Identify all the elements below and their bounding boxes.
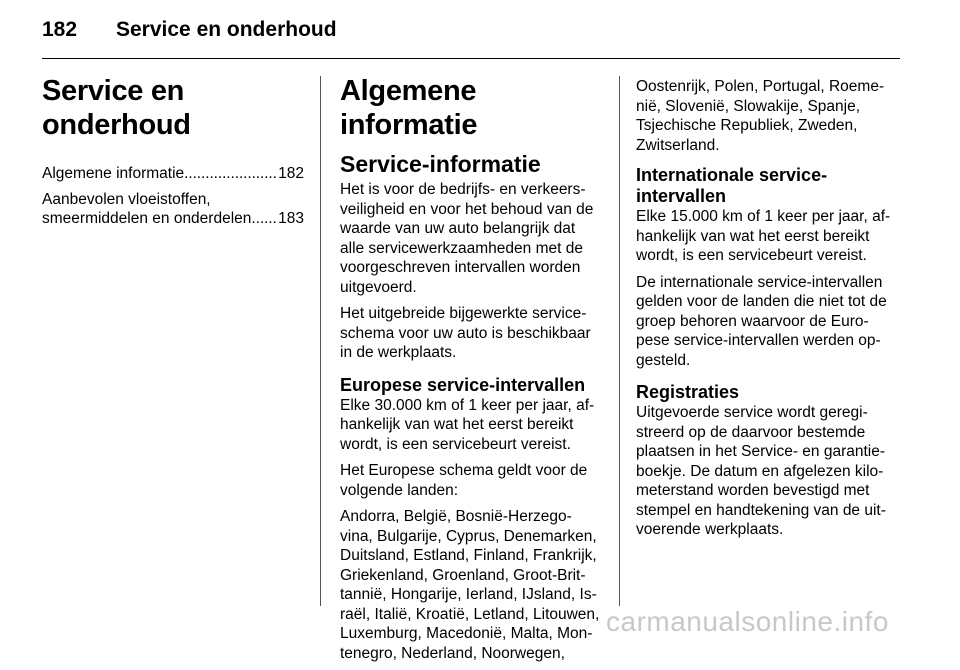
paragraph: Het is voor de bedrijfs- en verkeers- veiligheid en voor het behoud van de waarde van uw auto belangrijk dat alle servicewerkzaamheden met de voorgeschreven intervallen worden uitgevoerd. <box>340 181 594 296</box>
subsection-title-service-info: Service-informatie <box>340 151 541 177</box>
heading-registraties: Registraties <box>636 382 740 402</box>
column-general-info <box>340 74 608 670</box>
paragraph-countries: Andorra, België, Bosnië-Herzego- vina, Bulgarije, Cyprus, Denemarken, Duitsland, Estland, Finland, Frankrijk, Griekenland, Groenland, Groot-Brit- tannië, Hongarije, Ierland, IJsland, Is- raël, Italië, Kroatië, Letland, Litouwen, Luxemburg, Macedonië, Malta, Mon- tenegro, Nederland, Noorwegen, <box>340 508 600 662</box>
paragraph: Elke 15.000 km of 1 keer per jaar, af- hankelijk van wat het eerst bereikt wordt, is een servicebeurt vereist. <box>636 208 891 264</box>
column-divider-2 <box>619 76 620 606</box>
toc-entry-page: 183 <box>278 210 304 227</box>
toc-entry-algemene-informatie[interactable] <box>42 164 304 184</box>
paragraph-countries-cont: Oostenrijk, Polen, Portugal, Roeme- nië, Slovenië, Slowakije, Spanje, Tsjechische Republiek, Zweden, Zwitserland. <box>636 78 885 154</box>
toc-leader-dots <box>184 164 278 184</box>
watermark-text: carmanualsonline.info <box>606 606 889 637</box>
page-header <box>42 18 337 42</box>
page-number: 182 <box>42 18 78 41</box>
header-rule <box>42 58 900 59</box>
toc-entry-page: 182 <box>278 165 304 182</box>
toc-entry-label: Algemene informatie <box>42 165 185 182</box>
heading-european-intervals: Europese service-intervallen <box>340 374 586 395</box>
section-title: Algemene informatie <box>340 75 478 141</box>
toc-entry-aanbevolen-vloeistoffen[interactable] <box>42 190 304 229</box>
running-section-title: Service en onderhoud <box>116 18 337 41</box>
column-intervals <box>636 77 908 547</box>
toc-leader-dots <box>251 209 278 229</box>
heading-international-intervals: Internationale service- intervallen <box>636 165 828 206</box>
column-contents <box>42 74 304 233</box>
paragraph: Het Europese schema geldt voor de volgende landen: <box>340 462 588 499</box>
paragraph: Uitgevoerde service wordt geregi- streerd op de daarvoor bestemde plaatsen in het Service- en garantie- boekje. De datum en afgelezen kilo- meterstand worden bevestigd met stempel en handtekening van de uit- voerende werkplaats. <box>636 404 886 538</box>
paragraph: Elke 30.000 km of 1 keer per jaar, af- hankelijk van wat het eerst bereikt wordt, is een servicebeurt vereist. <box>340 396 595 453</box>
toc-entry-label-line2: smeermiddelen en onderdelen <box>42 210 252 227</box>
column-divider-1 <box>320 76 321 606</box>
chapter-title: Service en onderhoud <box>42 75 191 141</box>
paragraph: Het uitgebreide bijgewerkte service- schema voor uw auto is beschikbaar in de werkplaats. <box>340 305 591 361</box>
paragraph: De internationale service-intervallen gelden voor de landen die niet tot de groep behoren waarvoor de Euro- pese service-intervallen werden op- gesteld. <box>636 273 887 369</box>
toc-entry-label-line1: Aanbevolen vloeistoffen, <box>42 190 211 208</box>
